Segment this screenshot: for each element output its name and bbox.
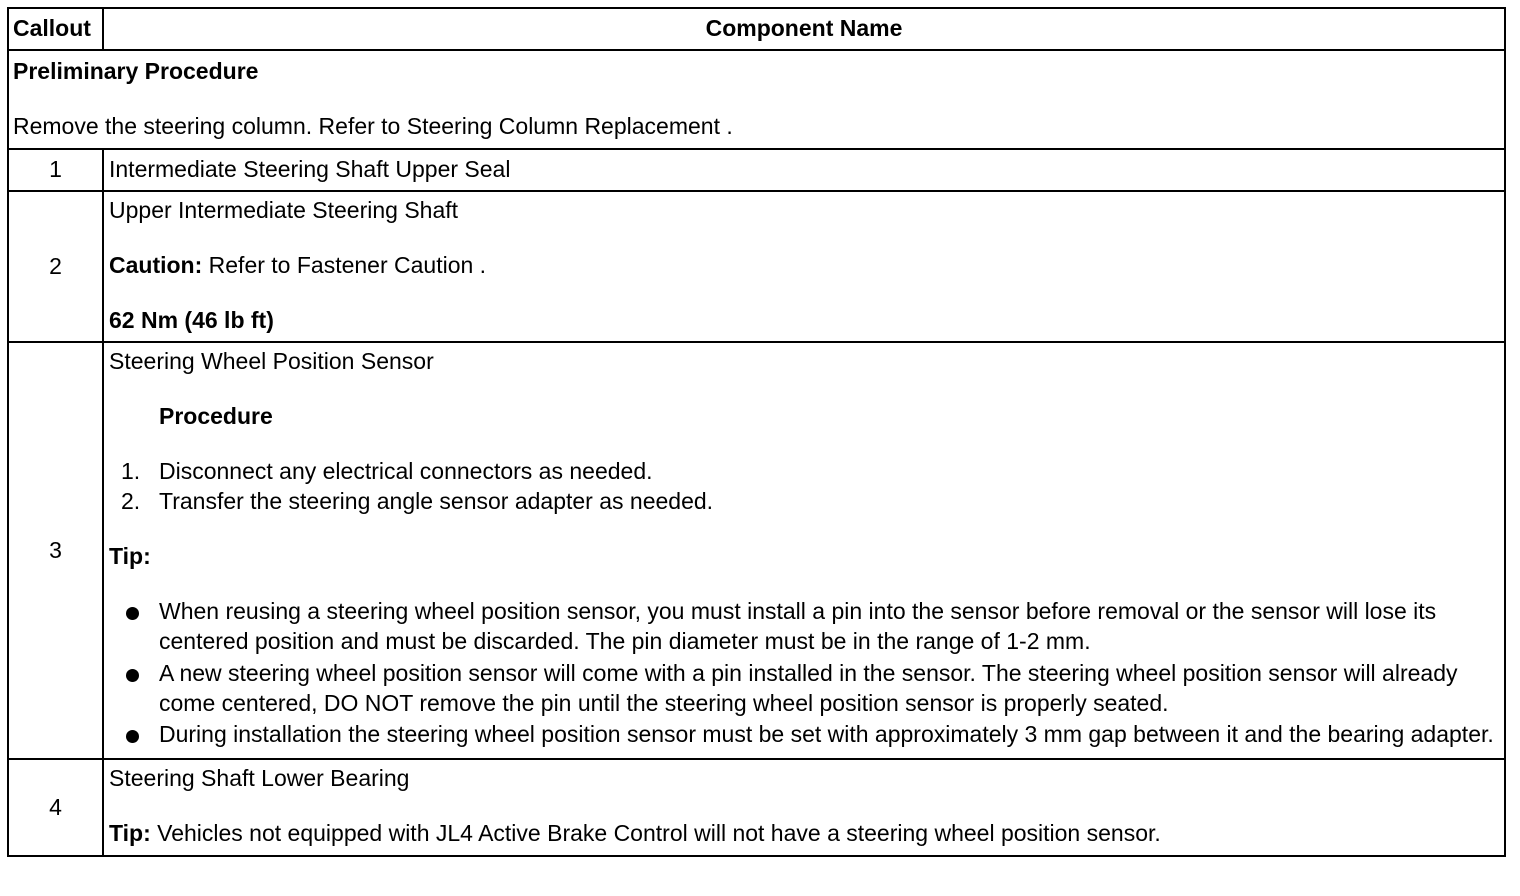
tip-line	[109, 819, 1499, 849]
tip-label: Tip:	[109, 820, 151, 847]
tip-text: When reusing a steering wheel position sensor, you must install a pin into the sensor before removal or the sensor will lose its centered position and must be discarded. The pin diameter must be in the range of 1-2 mm.	[159, 597, 1437, 654]
component-name: Intermediate Steering Shaft Upper Seal	[103, 149, 1505, 191]
callout-number: 1	[8, 149, 103, 191]
preliminary-title: Preliminary Procedure	[13, 58, 259, 84]
list-item	[109, 659, 1499, 719]
caution-label: Caution:	[109, 251, 203, 278]
callout-number: 2	[8, 191, 103, 343]
step-number: 1.	[121, 458, 141, 485]
tip-text: During installation the steering wheel position sensor must be set with approximately 3 mm gap between it and the bearing adapter.	[159, 721, 1494, 748]
component-table-wrapper	[7, 7, 1506, 857]
caution-text: Refer to Fastener Caution .	[202, 251, 487, 278]
list-item	[109, 720, 1499, 750]
table-header-row	[8, 8, 1505, 50]
list-item	[109, 597, 1499, 657]
table-row	[8, 149, 1505, 191]
table-row	[8, 759, 1505, 856]
component-name: Upper Intermediate Steering Shaft	[109, 196, 459, 223]
tip-text: Vehicles not equipped with JL4 Active Brake Control will not have a steering wheel position sensor.	[150, 820, 1161, 847]
tip-text: A new steering wheel position sensor will come with a pin installed in the sensor. The steering wheel position sensor will already come centered, DO NOT remove the pin until the steering wheel position sensor is properly seated.	[159, 659, 1458, 716]
list-item	[109, 487, 1499, 517]
caution-line	[109, 251, 1499, 281]
procedure-steps	[109, 457, 1499, 517]
component-cell	[103, 342, 1505, 759]
procedure-title: Procedure	[159, 403, 273, 430]
callout-number: 3	[8, 342, 103, 759]
header-callout: Callout	[8, 8, 103, 50]
component-cell	[103, 191, 1505, 343]
component-cell	[103, 759, 1505, 856]
preliminary-cell	[8, 50, 1505, 149]
step-number: 2.	[121, 488, 141, 515]
tip-label: Tip:	[109, 543, 151, 570]
torque-spec: 62 Nm (46 lb ft)	[109, 306, 274, 333]
step-text: Transfer the steering angle sensor adapter as needed.	[159, 488, 714, 515]
step-text: Disconnect any electrical connectors as needed.	[159, 458, 653, 485]
bullet-icon	[126, 607, 139, 620]
table-row	[8, 191, 1505, 343]
component-name: Steering Wheel Position Sensor	[109, 348, 434, 375]
bullet-icon	[126, 669, 139, 682]
callout-number: 4	[8, 759, 103, 856]
bullet-icon	[126, 730, 139, 743]
preliminary-text: Remove the steering column. Refer to Steering Column Replacement .	[13, 112, 733, 139]
tip-list	[109, 597, 1499, 750]
preliminary-row	[8, 50, 1505, 149]
header-component-name: Component Name	[103, 8, 1505, 50]
table-row	[8, 342, 1505, 759]
component-name: Steering Shaft Lower Bearing	[109, 765, 410, 792]
component-table	[7, 7, 1506, 857]
list-item	[109, 457, 1499, 487]
